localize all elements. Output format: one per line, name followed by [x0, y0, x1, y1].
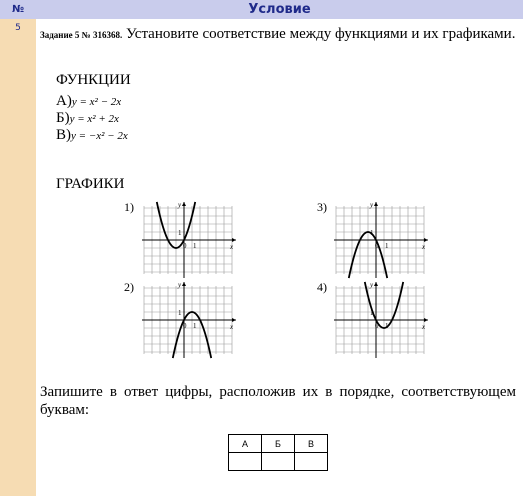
graph-label: 1) — [124, 200, 134, 214]
answer-cell-b[interactable] — [262, 453, 295, 471]
task-text: Установите соответствие между функциями и их графиками. — [122, 26, 516, 42]
task-label: Задание 5 № 316368. — [40, 30, 123, 40]
answer-prompt: Запишите в ответ цифры, расположив их в порядке, соответствующем буквам: — [40, 384, 516, 418]
graph-2 — [140, 280, 240, 360]
x-axis-label: x — [230, 243, 234, 251]
graphs-heading: ГРАФИКИ — [56, 176, 125, 192]
x-axis-label: x — [422, 243, 426, 251]
origin-label: 0 — [375, 322, 379, 330]
unit-x-label: 1 — [385, 322, 389, 330]
y-axis-label: y — [178, 281, 182, 289]
graph-label: 4) — [317, 280, 327, 294]
unit-y-label: 1 — [178, 309, 182, 317]
function-letter: А) — [56, 93, 72, 109]
graph-label: 2) — [124, 280, 134, 294]
task-statement — [40, 25, 516, 44]
y-axis-label: y — [370, 281, 374, 289]
answer-header-c: В — [295, 435, 328, 453]
row-number: 5 — [15, 23, 21, 33]
graph-1 — [140, 200, 240, 280]
unit-y-label: 1 — [370, 229, 374, 237]
x-axis-label: x — [422, 323, 426, 331]
answer-header-b: Б — [262, 435, 295, 453]
graph-label: 3) — [317, 200, 327, 214]
graph-4 — [332, 280, 432, 360]
answer-header-a: А — [229, 435, 262, 453]
unit-x-label: 1 — [193, 242, 197, 250]
y-axis-label: y — [178, 201, 182, 209]
function-formula: y = x² + 2x — [69, 113, 119, 125]
y-axis-arrow — [374, 282, 378, 286]
unit-x-label: 1 — [193, 322, 197, 330]
graph-3 — [332, 200, 432, 280]
function-item-c — [56, 126, 128, 145]
x-axis-arrow — [424, 238, 428, 242]
y-axis-arrow — [182, 202, 186, 206]
answer-table — [228, 434, 328, 471]
number-column-header: № — [11, 4, 25, 15]
y-axis-arrow — [182, 282, 186, 286]
x-axis-arrow — [232, 318, 236, 322]
functions-heading: ФУНКЦИИ — [56, 72, 131, 88]
number-column — [0, 19, 36, 496]
unit-y-label: 1 — [370, 309, 374, 317]
x-axis-arrow — [232, 238, 236, 242]
origin-label: 0 — [183, 242, 187, 250]
table-header — [0, 0, 523, 19]
function-formula: y = −x² − 2x — [71, 130, 128, 142]
y-axis-arrow — [374, 202, 378, 206]
answer-cell-a[interactable] — [229, 453, 262, 471]
unit-x-label: 1 — [385, 242, 389, 250]
unit-y-label: 1 — [178, 229, 182, 237]
function-formula: y = x² − 2x — [71, 96, 122, 108]
condition-column-header: Условие — [248, 2, 311, 17]
origin-label: 0 — [375, 242, 379, 250]
answer-cell-c[interactable] — [295, 453, 328, 471]
function-letter: Б) — [56, 110, 70, 126]
function-letter: В) — [56, 127, 71, 143]
x-axis-arrow — [424, 318, 428, 322]
y-axis-label: y — [370, 201, 374, 209]
origin-label: 0 — [183, 322, 187, 330]
x-axis-label: x — [230, 323, 234, 331]
